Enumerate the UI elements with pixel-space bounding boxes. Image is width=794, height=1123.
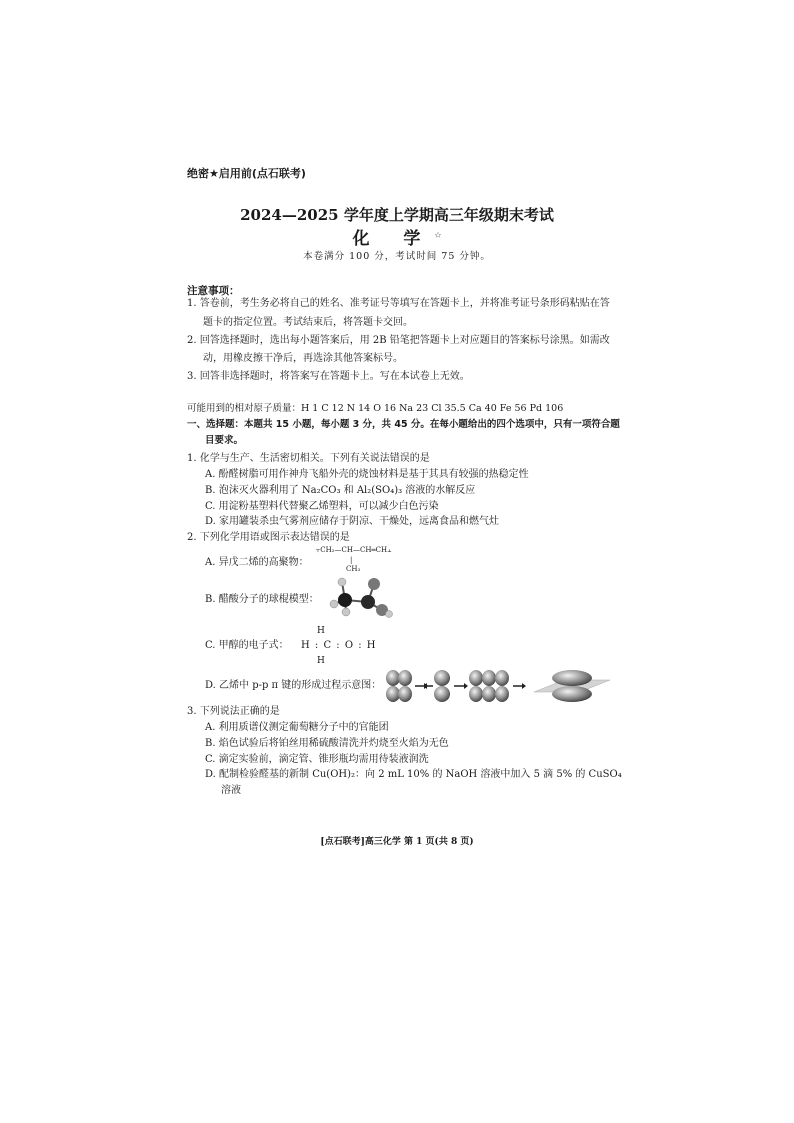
notes-title: 注意事项： [187, 285, 240, 297]
ethylene-pi-bond-diagram [384, 668, 614, 704]
q3-option-b: B. 焰色试验后将铂丝用稀硫酸清洗并灼烧至火焰为无色 [205, 738, 449, 749]
carbon-atom-1 [338, 593, 352, 607]
q1-option-d: D. 家用罐装杀虫气雾剂应储存于阴凉、干燥处，远离食品和燃气灶 [205, 516, 500, 527]
note-item-2-line-2: 动，用橡皮擦干净后，再选涂其他答案标号。 [203, 353, 403, 364]
q2-option-a-label: A. 异戊二烯的高聚物： [205, 557, 309, 568]
q2-option-b-label: B. 醋酸分子的球棍模型： [205, 594, 319, 605]
q3-option-c: C. 滴定实验前，滴定管、锥形瓶均需用待装液润洗 [205, 754, 429, 765]
q3-option-a: A. 利用质谱仪测定葡萄糖分子中的官能团 [205, 722, 389, 733]
hydrogen-atom [330, 600, 338, 608]
acetic-acid-ball-stick-model [328, 574, 394, 622]
isoprene-branch-bond: | [350, 556, 353, 564]
subject-title [0, 224, 794, 249]
exam-meta: 本卷满分 100 分，考试时间 75 分钟。 [303, 251, 491, 262]
subject-mark: ☆ [434, 230, 442, 240]
confidential-label: 绝密★启用前(点石联考) [187, 167, 306, 180]
methanol-bottom-hydrogen: H [317, 656, 325, 666]
exam-title: 2024—2025 学年度上学期高三年级期末考试 [240, 206, 554, 224]
hydrogen-atom [338, 578, 346, 586]
note-item-2-line-1: 2. 回答选择题时，选出每小题答案后，用 2B 铅笔把答题卡上对应题目的答案标号涂黑。如需改 [187, 335, 610, 346]
atomic-masses: 可能用到的相对原子质量：H 1 C 12 N 14 O 16 Na 23 Cl 35.5 Ca 40 Fe 56 Pd 106 [187, 403, 564, 414]
methanol-electron-formula: H : C : O : H [301, 640, 377, 651]
arrow-right-icon [454, 683, 468, 689]
arrow-right-icon [513, 683, 526, 689]
q3-stem: 3. 下列说法正确的是 [187, 706, 280, 717]
carbon-atom-2 [361, 595, 375, 609]
q1-option-b: B. 泡沫灭火器利用了 Na₂CO₃ 和 Al₂(SO₄)₃ 溶液的水解反应 [205, 485, 476, 496]
section-1-line-2: 目要求。 [205, 435, 244, 446]
q2-option-c-label: C. 甲醇的电子式： [205, 640, 289, 651]
p-orbital-pair-1 [386, 670, 412, 702]
note-item-3-line-1: 3. 回答非选择题时，将答案写在答题卡上。写在本试卷上无效。 [187, 371, 470, 382]
q1-option-c: C. 用淀粉基塑料代替聚乙烯塑料，可以减少白色污染 [205, 501, 439, 512]
isoprene-methyl-group: CH₃ [346, 565, 361, 573]
methanol-top-hydrogen: H [317, 626, 325, 636]
p-orbital-pair-2 [434, 670, 450, 702]
p-orbital-pair-3 [469, 670, 509, 702]
q1-option-a: A. 酚醛树脂可用作神舟飞船外壳的烧蚀材料是基于其具有较强的热稳定性 [205, 469, 529, 480]
hydrogen-atom [386, 611, 393, 618]
note-item-1-line-1: 1. 答卷前，考生务必将自己的姓名、准考证号等填写在答题卡上，并将准考证号条形码粘贴在答 [187, 298, 610, 309]
pi-bond-orbital [534, 670, 610, 702]
note-item-1-line-2: 题卡的指定位置。考试结束后，将答题卡交回。 [203, 317, 413, 328]
isoprene-polymer-formula: ⫟CH₂—CH—CH═CH⫠ [316, 546, 392, 554]
section-1-line-1: 一、选择题：本题共 15 小题，每小题 3 分，共 45 分。在每小题给出的四个选项中，只有一项符合题 [187, 419, 620, 430]
q2-option-d-label: D. 乙烯中 p-p π 键的形成过程示意图： [205, 680, 382, 691]
page-footer: [点石联考]高三化学 第 1 页(共 8 页) [320, 837, 474, 847]
oxygen-atom-1 [368, 578, 380, 590]
q1-stem: 1. 化学与生产、生活密切相关。下列有关说法错误的是 [187, 453, 430, 464]
subject-text: 化 学 [352, 229, 435, 249]
hydrogen-atom [342, 608, 350, 616]
q3-option-d-continued: 溶液 [221, 785, 241, 796]
q3-option-d: D. 配制检验醛基的新制 Cu(OH)₂：向 2 mL 10% 的 NaOH 溶液中加入 5 滴 5% 的 CuSO₄ [205, 769, 622, 780]
q2-stem: 2. 下列化学用语或图示表达错误的是 [187, 532, 350, 543]
